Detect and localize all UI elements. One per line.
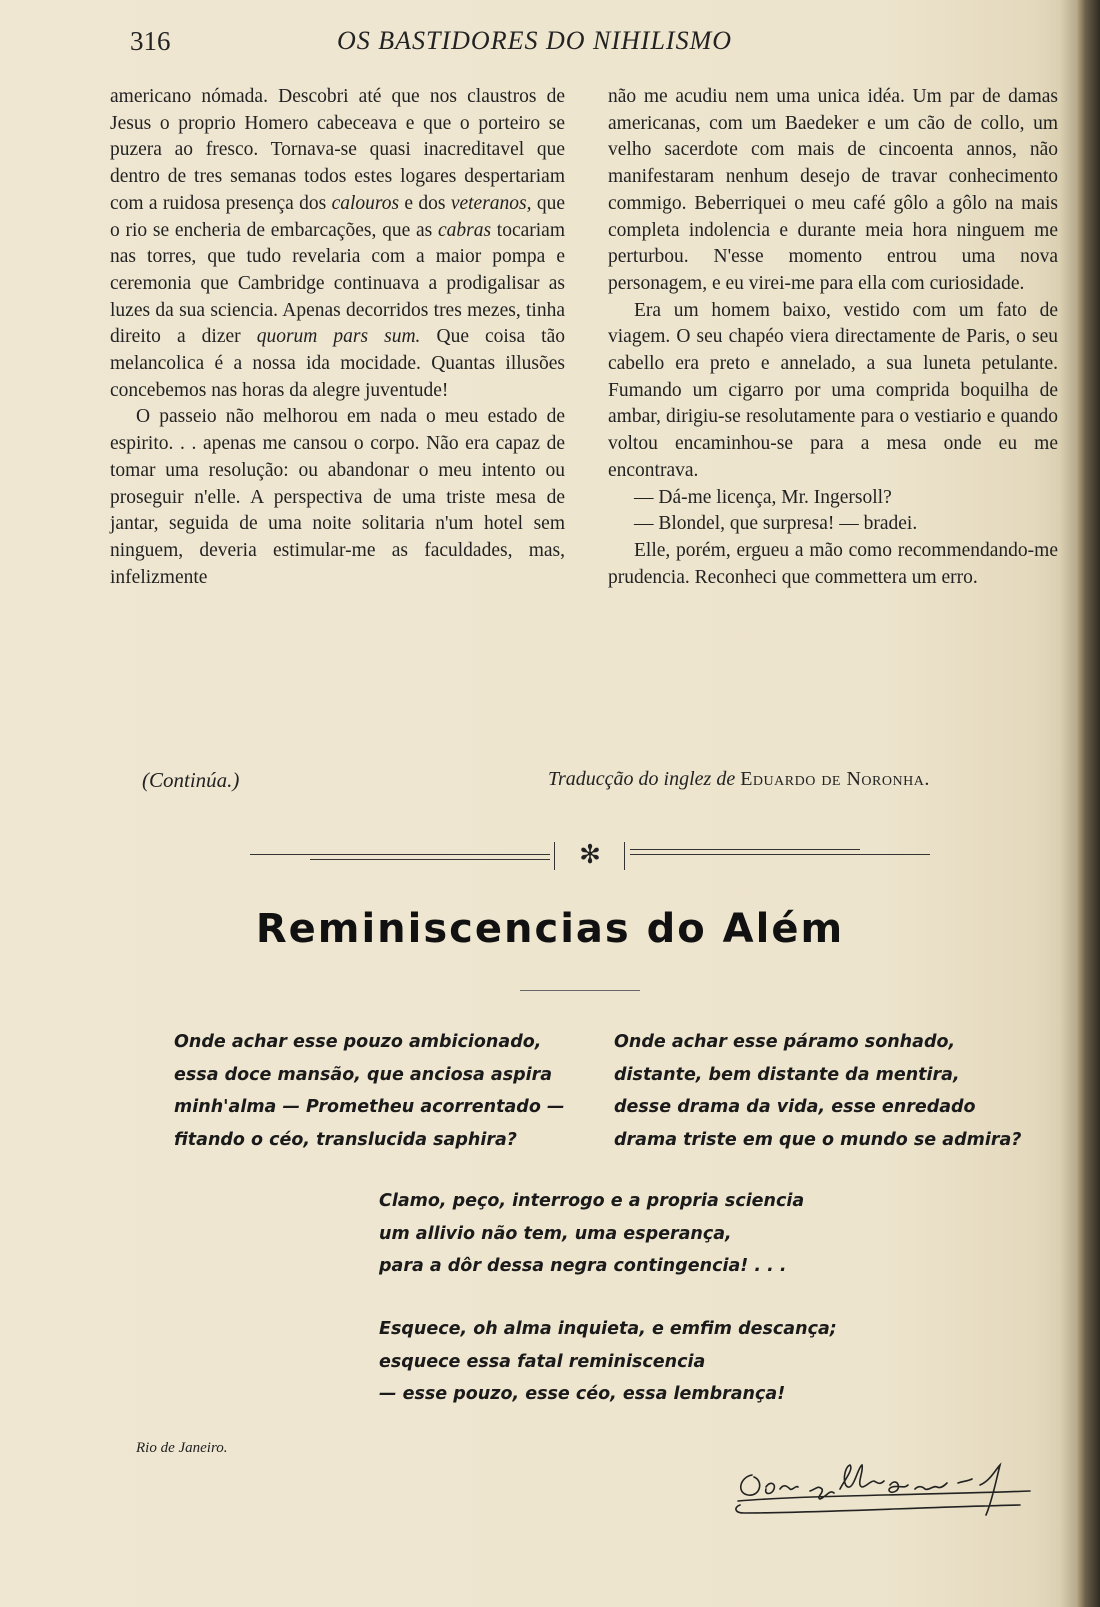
paragraph: americano nómada. Descobri até que nos claustros de Jesus o proprio Homero cabeceava e que o porteiro se puzera ao fresco. Tornava-se quasi inacreditavel que dentro de tres semanas todos estes logares despertariam com a ruidosa presença dos calouros e dos veteranos, que o rio se encheria de embarcações, que as cabras tocariam nas torres, que tudo revelaria com a maior pompa e ceremonia que Cambridge continuava a prodigalisar as luzes da sua sciencia. Apenas decorridos tres mezes, tinha direito a dizer quorum pars sum. Que coisa tão melancolica é a nossa ida mocidade. Quantas illusões concebemos nas horas da alegre juventude! bbox=[110, 86, 565, 401]
stanza-3 bbox=[379, 1185, 804, 1283]
paragraph: não me acudiu nem uma unica idéa. Um par de damas americanas, com um Baedeker e um cão de collo, um velho sacerdote com mais de cincoenta annos, não manifestaram nenhum desejo de travar conhecimento commigo. Beberriquei o meu café gôlo a gôlo na mais completa indolencia e durante meia hora ninguem me perturbou. N'esse momento entrou uma nova personagem, e eu virei-me para ella com curiosidade. bbox=[608, 86, 1058, 294]
stanza-1 bbox=[174, 1026, 564, 1156]
continued-note: (Continúa.) bbox=[142, 768, 240, 792]
ornament-bar bbox=[554, 842, 555, 870]
verse-line: distante, bem distante da mentira, bbox=[614, 1064, 960, 1085]
poem-title: Reminiscencias do Além bbox=[255, 906, 845, 952]
ornament-rule bbox=[630, 854, 930, 855]
right-column bbox=[608, 84, 1058, 591]
place-note: Rio de Janeiro. bbox=[136, 1440, 228, 1456]
paragraph: Elle, porém, ergueu a mão como recommendando-me prudencia. Reconheci que commettera um erro. bbox=[608, 539, 1058, 588]
verse-line: Clamo, peço, interrogo e a propria sciencia bbox=[379, 1191, 805, 1211]
running-title: OS BASTIDORES DO NIHILISMO bbox=[337, 26, 733, 55]
handwritten-signature bbox=[730, 1455, 1050, 1535]
page-edge bbox=[1076, 0, 1100, 1607]
title-divider bbox=[520, 990, 640, 991]
ornament-bar bbox=[624, 842, 625, 870]
verse-line: drama triste em que o mundo se admira? bbox=[614, 1129, 1022, 1150]
translation-credit: Traducção do inglez de Eduardo de Noronha. bbox=[548, 768, 930, 790]
verse-line: fitando o céo, translucida saphira? bbox=[174, 1129, 517, 1150]
dialogue-line: — Dá-me licença, Mr. Ingersoll? bbox=[634, 486, 892, 508]
verse-line: essa doce mansão, que anciosa aspira bbox=[174, 1064, 553, 1085]
verse-line: Onde achar esse pouzo ambicionado, bbox=[174, 1032, 542, 1052]
paragraph: O passeio não melhorou em nada o meu estado de espirito. . . apenas me cansou o corpo. Não era capaz de tomar uma resolução: ou abandonar o meu intento ou proseguir n'elle. A perspectiva de uma triste mesa de jantar, seguida de uma noite solitaria n'um hotel sem ninguem, deveria estimular-me as faculdades, mas, infelizmente bbox=[110, 406, 565, 588]
ornament-rule bbox=[250, 854, 550, 855]
verse-line: um allivio não tem, uma esperança, bbox=[379, 1223, 732, 1244]
section-ornament bbox=[250, 840, 930, 874]
verse-line: Esquece, oh alma inquieta, e emfim descança; bbox=[379, 1319, 837, 1339]
verse-line: esquece essa fatal reminiscencia bbox=[379, 1351, 706, 1372]
asterism-icon: ✻ bbox=[579, 840, 601, 869]
verse-line: desse drama da vida, esse enredado bbox=[614, 1097, 976, 1117]
left-column bbox=[110, 84, 565, 591]
stanza-2 bbox=[614, 1026, 1021, 1156]
translator-name: Eduardo de Noronha. bbox=[740, 768, 930, 790]
verse-line: minh'alma — Prometheu acorrentado — bbox=[174, 1097, 565, 1117]
ornament-rule bbox=[630, 849, 860, 850]
verse-line: Onde achar esse páramo sonhado, bbox=[614, 1032, 956, 1052]
verse-line: para a dôr dessa negra contingencia! . . . bbox=[379, 1256, 787, 1276]
verse-line: — esse pouzo, esse céo, essa lembrança! bbox=[379, 1384, 786, 1404]
dialogue-line: — Blondel, que surpresa! — bradei. bbox=[634, 513, 918, 535]
paragraph: Era um homem baixo, vestido com um fato de viagem. O seu chapéo viera directamente de Paris, o seu cabello era preto e annelado, a sua luneta petulante. Fumando um cigarro por uma comprida boquilha de ambar, dirigiu-se resolutamente para o vestiario e quando voltou encaminhou-se para a mesa onde eu me encontrava. bbox=[608, 299, 1058, 481]
stanza-4 bbox=[379, 1313, 837, 1411]
page-number: 316 bbox=[130, 26, 171, 56]
running-head bbox=[130, 26, 830, 66]
page-gutter-shadow bbox=[1060, 0, 1076, 1607]
ornament-rule bbox=[310, 859, 550, 860]
